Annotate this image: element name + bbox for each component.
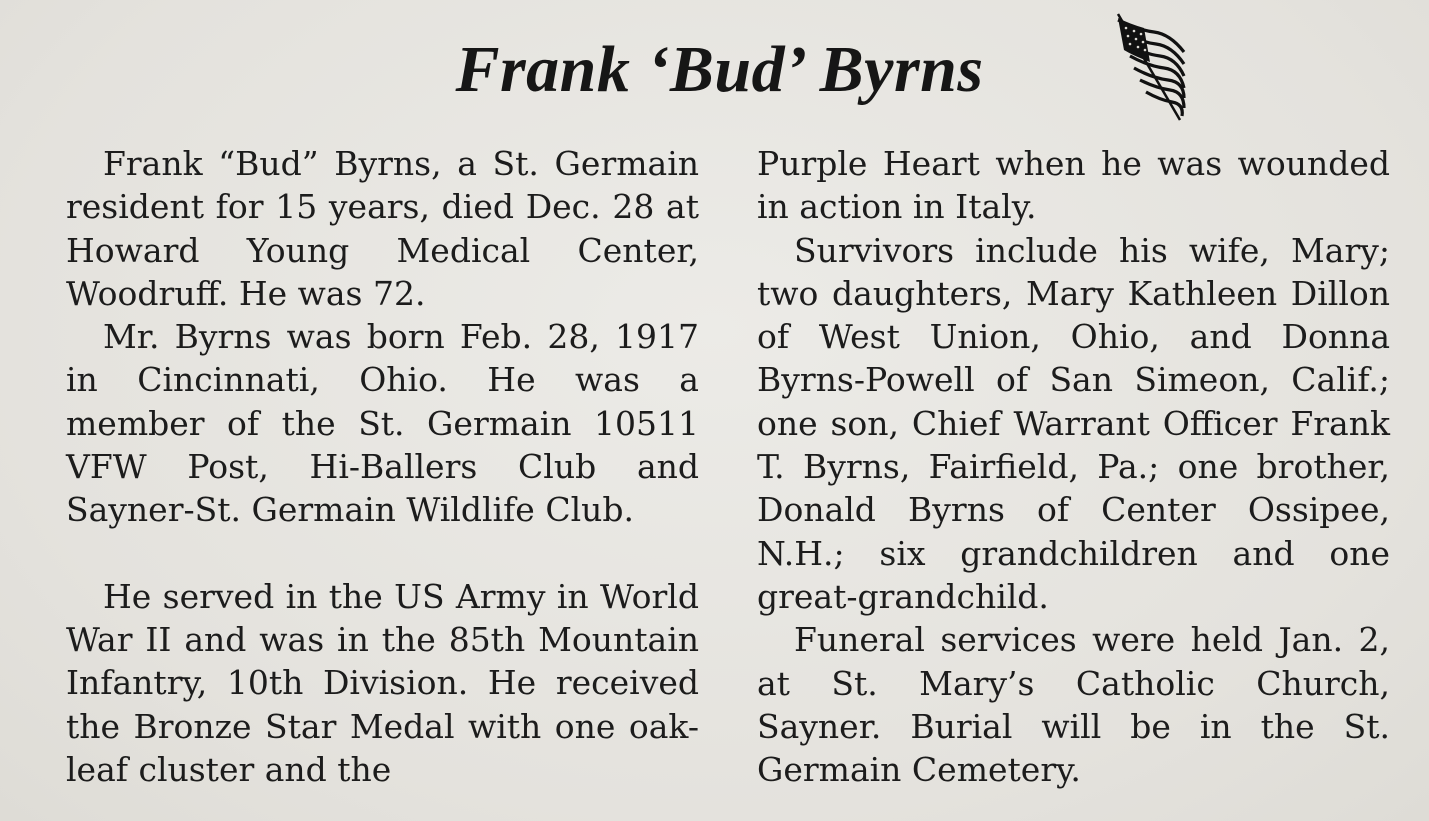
paragraph-military-continued: Purple Heart when he was wounded in action in Italy. [757, 144, 1390, 227]
paragraph-survivors: Survivors include his wife, Mary; two daughters, Mary Kathleen Dillon of West Union, Ohio, and Donna Byrns-Powell of San Simeon, Calif.; one son, Chief Warrant Officer Frank T. Byrns, Fairfield, Pa.; one brother, Donald Byrns of Center Ossipee, N.H.; six grandchildren and one great-grandchild. [757, 230, 1390, 616]
paragraph-biography: Mr. Byrns was born Feb. 28, 1917 in Cincinnati, Ohio. He was a member of the St. Germain 10511 VFW Post, Hi-Ballers Club and Sayner-St. Germain Wildlife Club. [66, 317, 699, 530]
paragraph-spacer [66, 532, 699, 575]
paragraph-funeral: Funeral services were held Jan. 2, at St. Mary’s Catholic Church, Sayner. Burial will be in the St. Germain Cemetery. [757, 620, 1390, 790]
page-title: Frank ‘Bud’ Byrns [455, 33, 984, 106]
left-column [66, 142, 699, 791]
right-column [757, 142, 1390, 791]
paragraph-death-notice: Frank “Bud” Byrns, a St. Germain resident for 15 years, died Dec. 28 at Howard Young Medical Center, Woodruff. He was 72. [66, 144, 699, 313]
american-flag-icon [1114, 12, 1186, 122]
paragraph-military-service: He served in the US Army in World War II and was in the 85th Mountain Infantry, 10th Division. He received the Bronze Star Medal with one oak-leaf cluster and the [66, 576, 699, 789]
